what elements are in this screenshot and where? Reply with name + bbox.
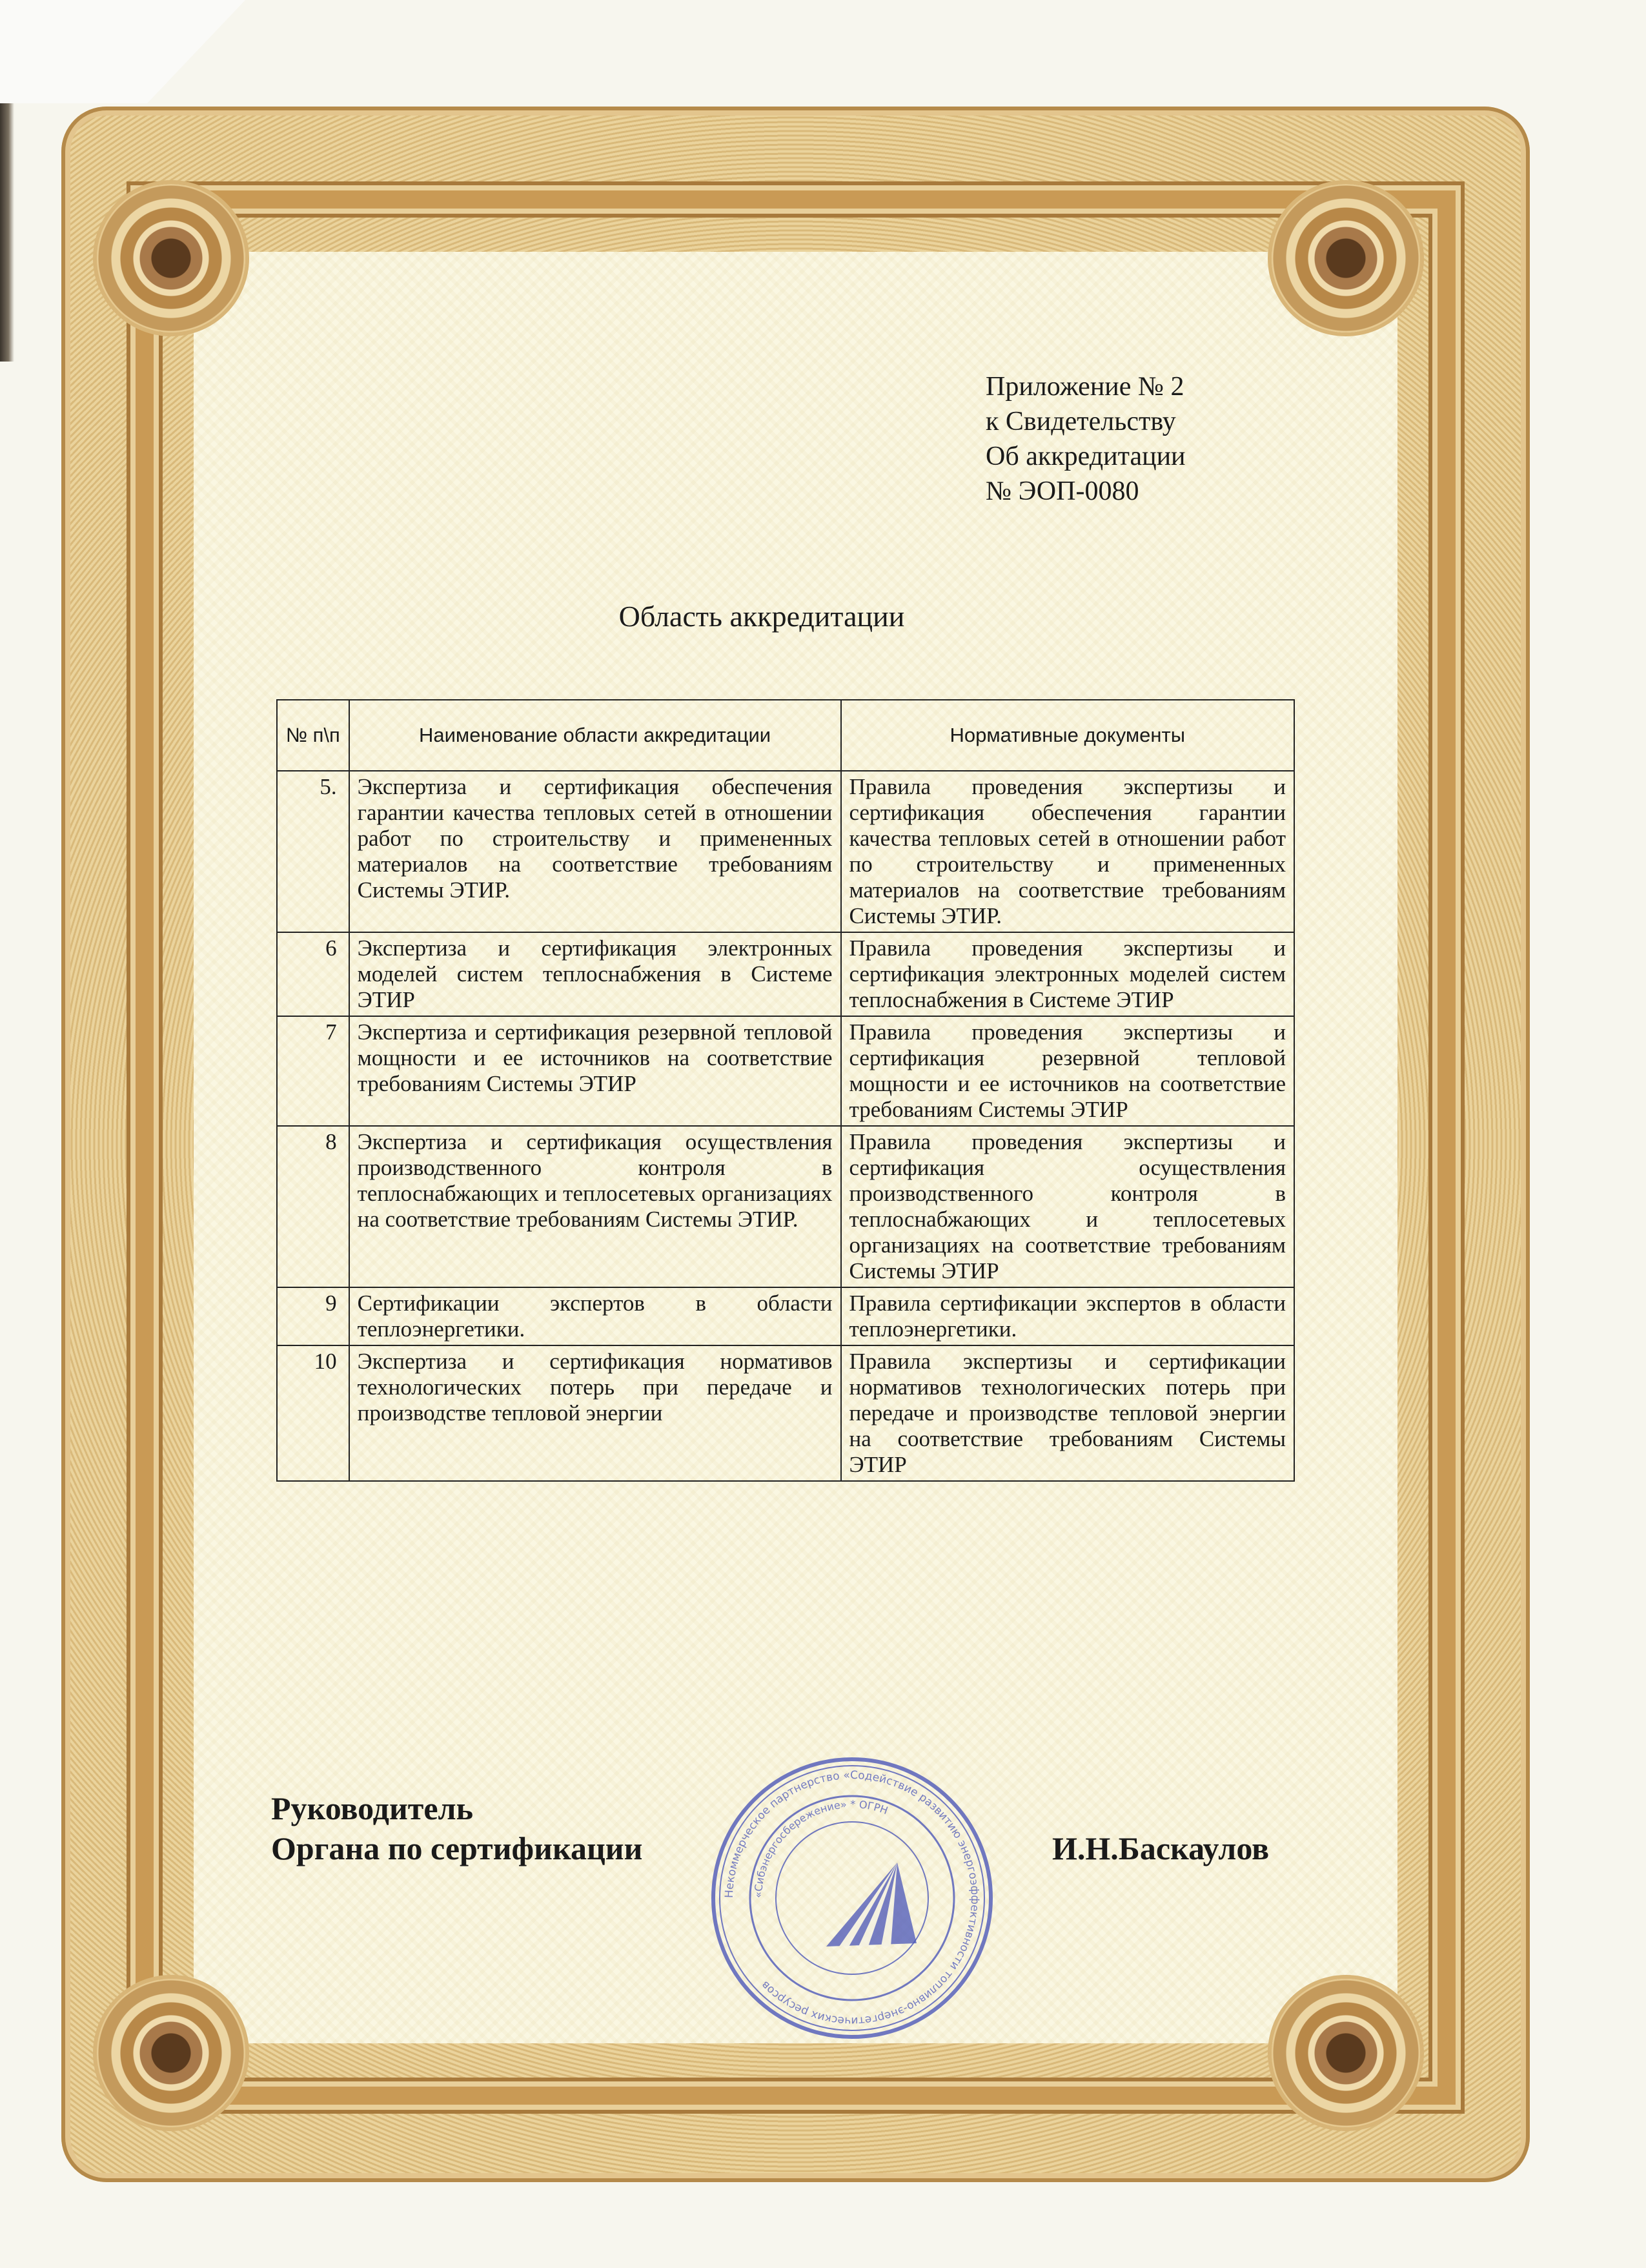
annex-line-2: к Свидетельству xyxy=(986,407,1176,436)
table-row xyxy=(277,1126,1294,1287)
row-scope-name: Экспертиза и сертификация электронных моделей систем теплоснабжения в Системе ЭТИР xyxy=(349,932,841,1016)
row-scope-name: Экспертиза и сертификация осуществления производственного контроля в теплоснабжающих и теплосетевых организациях на соответствие требованиям Системы ЭТИР. xyxy=(349,1126,841,1287)
corner-rosette-top-left xyxy=(97,184,245,332)
document-title: Область аккредитации xyxy=(618,600,905,633)
table-header-row xyxy=(277,700,1294,771)
row-scope-name: Экспертиза и сертификация нормативов технологических потерь при передаче и производстве тепловой энергии xyxy=(349,1345,841,1481)
table-row xyxy=(277,771,1294,932)
row-normative-docs: Правила проведения экспертизы и сертификация осуществления производственного контроля в теплоснабжающих и теплосетевых организациях на соответствие требованиям Системы ЭТИР xyxy=(841,1126,1294,1287)
header-name: Наименование области аккредитации xyxy=(349,700,841,771)
row-scope-name: Экспертиза и сертификация резервной тепловой мощности и ее источников на соответствие требованиям Системы ЭТИР xyxy=(349,1016,841,1126)
stamp-outer-text: Некоммерческое партнерство «Содействие развитию энергоэффективности топливно-энергетических ресурсов xyxy=(722,1768,982,2028)
corner-rosette-bottom-left xyxy=(97,1979,245,2127)
organization-stamp xyxy=(704,1750,1001,2047)
header-docs: Нормативные документы xyxy=(841,700,1294,771)
annex-line-1: Приложение № 2 xyxy=(986,372,1184,402)
table-row xyxy=(277,1287,1294,1345)
row-normative-docs: Правила проведения экспертизы и сертификация электронных моделей систем теплоснабжения в Системе ЭТИР xyxy=(841,932,1294,1016)
accreditation-scope-table xyxy=(276,699,1295,1482)
row-normative-docs: Правила проведения экспертизы и сертификация резервной тепловой мощности и ее источников на соответствие требованиям Системы ЭТИР xyxy=(841,1016,1294,1126)
stamp-inner-text: «Сибэнергосбережение» * ОГРН xyxy=(751,1797,890,1899)
row-scope-name: Экспертиза и сертификация обеспечения гарантии качества тепловых сетей в отношении работ по строительству и примененных материалов на соответствие требованиям Системы ЭТИР. xyxy=(349,771,841,932)
annex-line-4: № ЭОП-0080 xyxy=(986,476,1139,506)
annex-line-3: Об аккредитации xyxy=(986,442,1186,471)
row-scope-name: Сертификации экспертов в области теплоэнергетики. xyxy=(349,1287,841,1345)
corner-rosette-bottom-right xyxy=(1272,1979,1420,2127)
row-normative-docs: Правила сертификации экспертов в области теплоэнергетики. xyxy=(841,1287,1294,1345)
annex-reference xyxy=(986,369,1186,509)
corner-rosette-top-right xyxy=(1272,184,1420,332)
row-num: 8 xyxy=(277,1126,349,1287)
signatory-role-line-2: Органа по сертификации xyxy=(271,1830,643,1866)
signatory-role xyxy=(271,1788,642,1868)
row-num: 5. xyxy=(277,771,349,932)
table-row xyxy=(277,1016,1294,1126)
table-row xyxy=(277,1345,1294,1481)
row-num: 6 xyxy=(277,932,349,1016)
table-row xyxy=(277,932,1294,1016)
header-num: № п\п xyxy=(277,700,349,771)
stamp-emblem-icon xyxy=(826,1863,917,1946)
row-normative-docs: Правила проведения экспертизы и сертификация обеспечения гарантии качества тепловых сетей в отношении работ по строительству и примененных материалов на соответствие требованиям Системы ЭТИР. xyxy=(841,771,1294,932)
row-num: 7 xyxy=(277,1016,349,1126)
row-num: 10 xyxy=(277,1345,349,1481)
row-normative-docs: Правила экспертизы и сертификации нормативов технологических потерь при передаче и производстве тепловой энергии на соответствие требованиям Системы ЭТИР xyxy=(841,1345,1294,1481)
row-num: 9 xyxy=(277,1287,349,1345)
signatory-name: И.Н.Баскаулов xyxy=(1052,1830,1270,1866)
signatory-role-line-1: Руководитель xyxy=(271,1790,474,1826)
